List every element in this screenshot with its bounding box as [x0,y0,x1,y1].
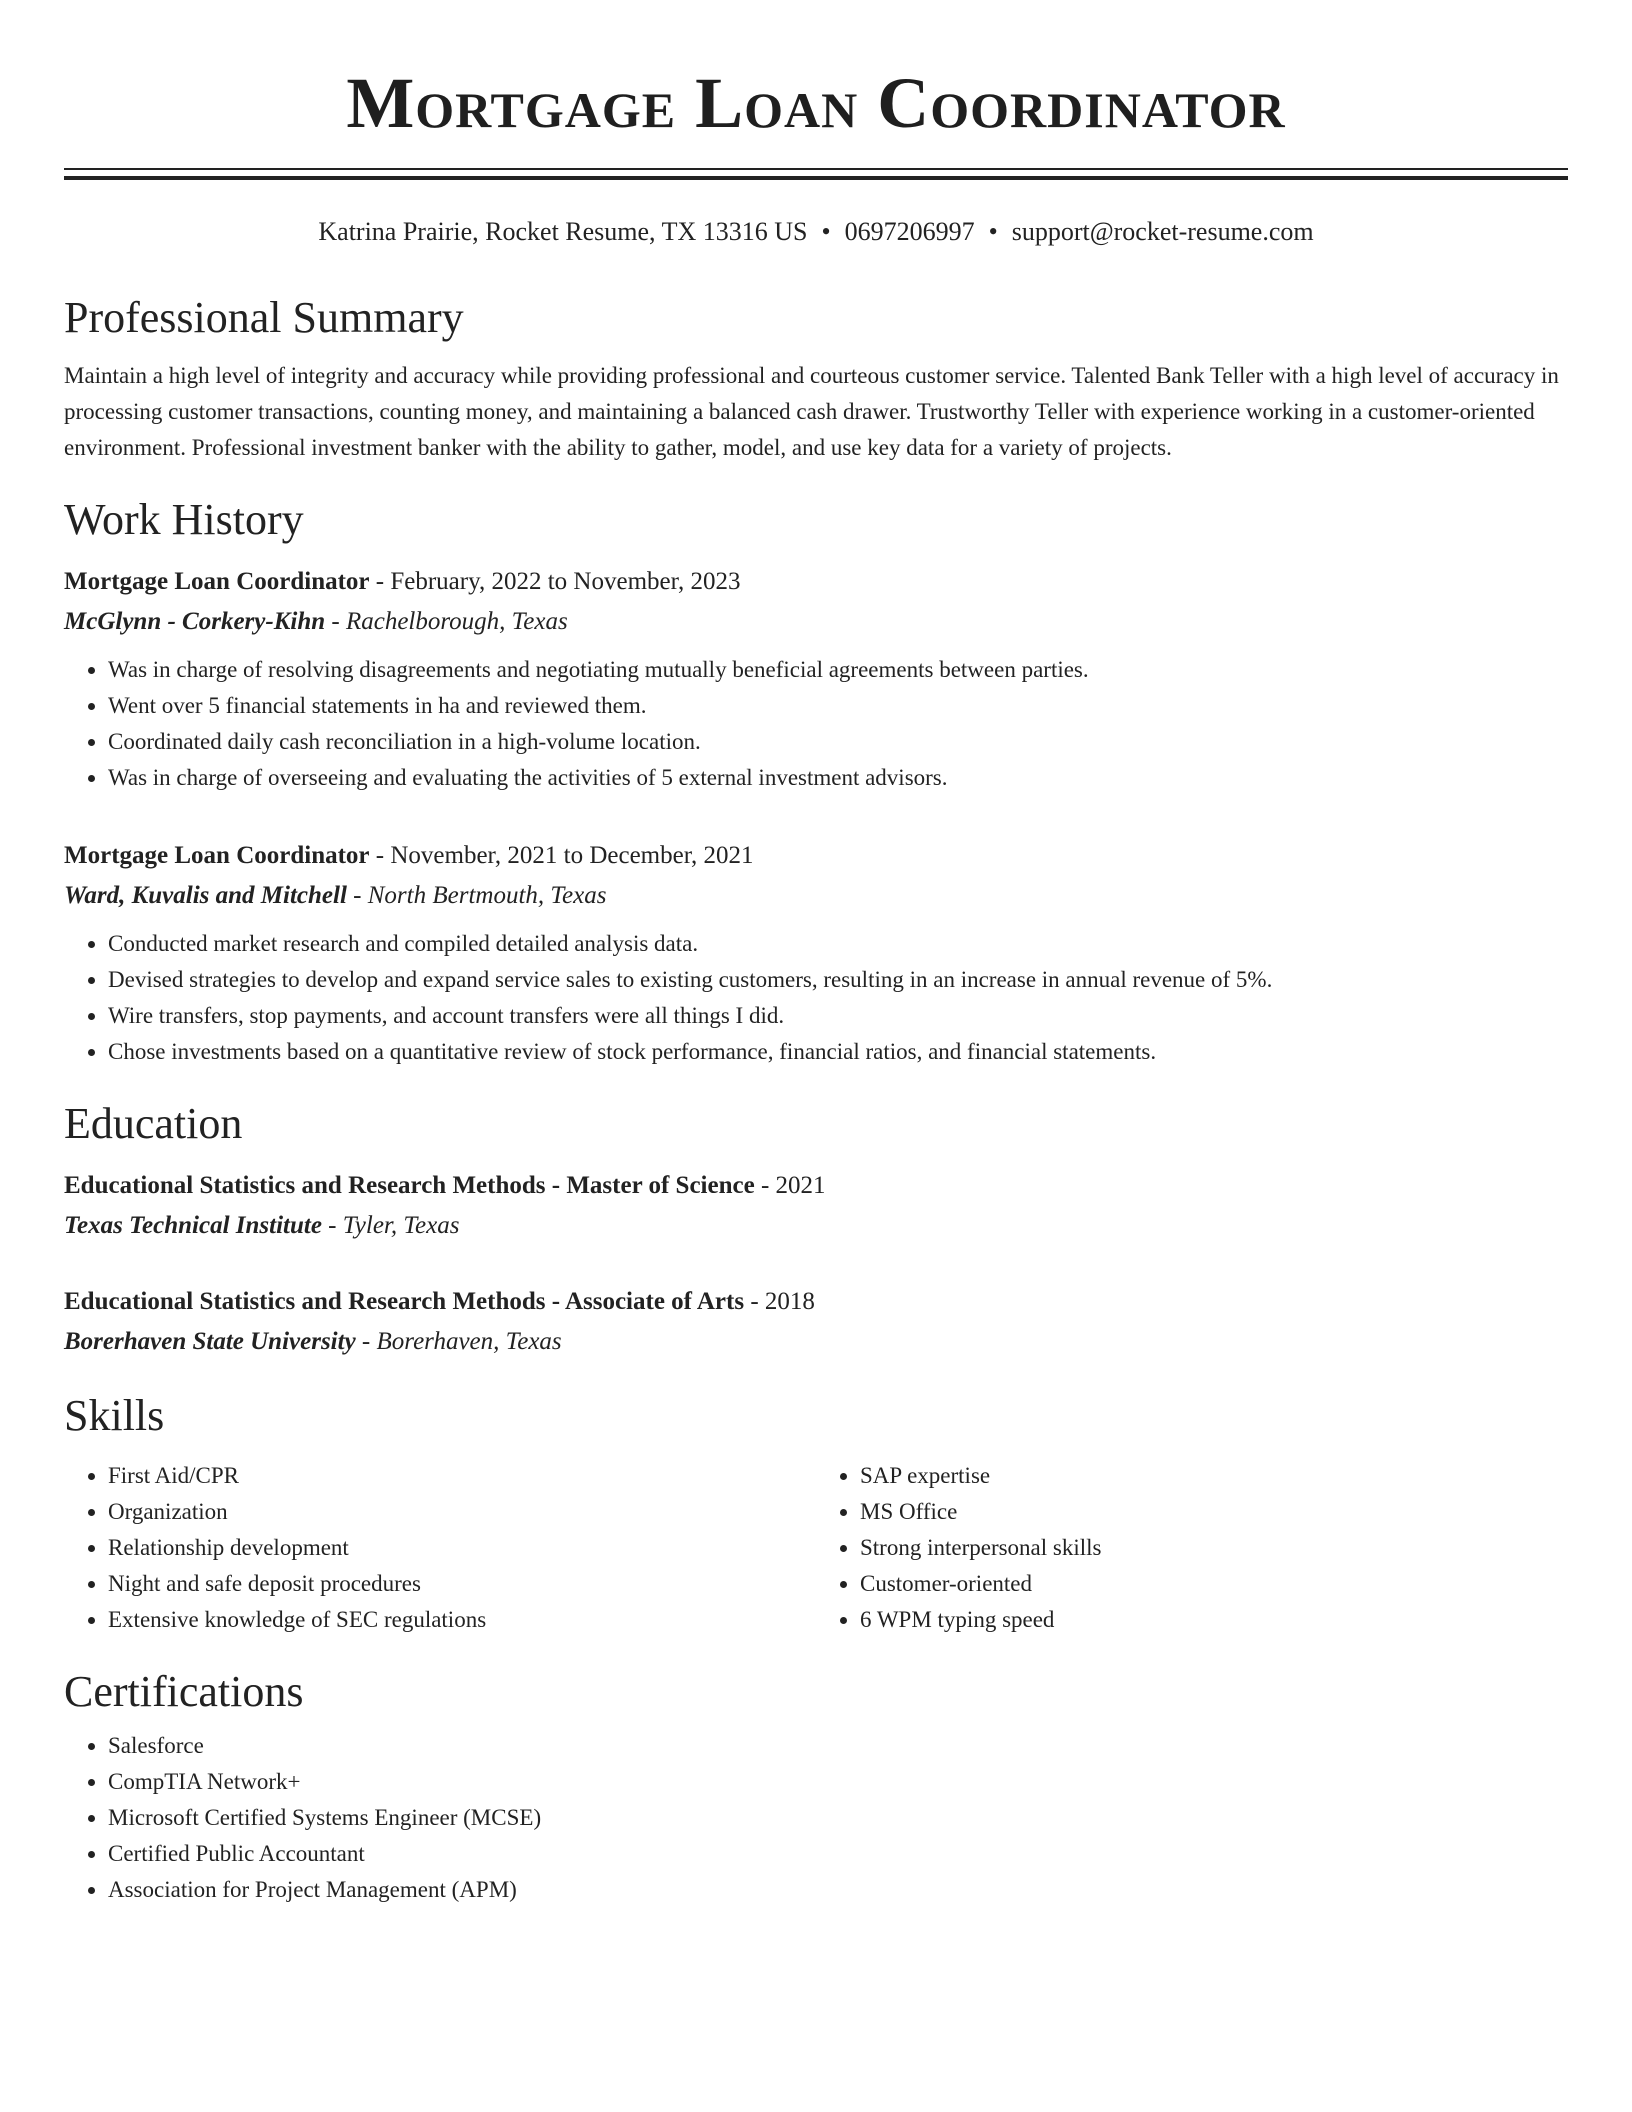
job-title: Mortgage Loan Coordinator [64,568,370,595]
resume-title: Mortgage Loan Coordinator [346,63,1286,143]
summary-heading: Professional Summary [64,293,464,342]
skills-list-right [816,1458,1568,1638]
list-item: • Extensive knowledge of SEC regulations [108,1602,816,1638]
list-item: • 6 WPM typing speed [860,1602,1568,1638]
education-entry [64,1282,1568,1362]
job-dates: - February, 2022 to November, 2023 [369,568,741,595]
job-location: - North Bertmouth, Texas [346,882,607,909]
title-divider [64,168,1568,180]
skills-heading: Skills [64,1391,165,1440]
list-item: • Went over 5 financial statements in ha and reviewed them. [108,688,1568,724]
list-item: • CompTIA Network+ [108,1764,1568,1800]
job-bullets [64,926,1568,1070]
degree-year: - 2021 [754,1172,826,1199]
list-item: • Conducted market research and compiled detailed analysis data. [108,926,1568,962]
list-item: • MS Office [860,1494,1568,1530]
contact-address: Katrina Prairie, Rocket Resume, TX 13316 US [318,217,808,246]
school-location: - Borerhaven, Texas [355,1328,562,1355]
education-entry [64,1166,1568,1246]
list-item: • Certified Public Accountant [108,1836,1568,1872]
contact-separator: • [821,217,831,246]
education-heading: Education [64,1099,243,1148]
contact-separator: • [988,217,998,246]
school-name: Texas Technical Institute [64,1212,322,1239]
list-item: • Wire transfers, stop payments, and account transfers were all things I did. [108,998,1568,1034]
skills-list-left [64,1458,816,1638]
list-item: • Relationship development [108,1530,816,1566]
certifications-list [64,1728,1568,1908]
list-item: • Night and safe deposit procedures [108,1566,816,1602]
list-item: • Customer-oriented [860,1566,1568,1602]
skills-columns [64,1458,1568,1638]
job-bullets [64,652,1568,796]
list-item: • Salesforce [108,1728,1568,1764]
list-item: • Organization [108,1494,816,1530]
list-item: • Association for Project Management (APM) [108,1872,1568,1908]
work-history-heading: Work History [64,495,304,544]
list-item: • Microsoft Certified Systems Engineer (MCSE) [108,1800,1568,1836]
summary-text: Maintain a high level of integrity and accuracy while providing professional and courteous customer service. Talented Bank Teller with a high level of accuracy in processing customer transactions, counting money, and maintaining a balanced cash drawer. Trustworthy Teller with experience working in a customer-oriented environment. Professional investment banker with the ability to gather, model, and use key data for a variety of projects. [64,363,1559,460]
list-item: • Was in charge of overseeing and evaluating the activities of 5 external investment advisors. [108,760,1568,796]
job-company: Ward, Kuvalis and Mitchell [64,882,347,909]
job-entry [64,836,1568,916]
contact-phone: 0697206997 [844,217,975,246]
school-name: Borerhaven State University [64,1328,356,1355]
list-item: • Chose investments based on a quantitative review of stock performance, financial ratios, and financial statements. [108,1034,1568,1070]
contact-line [64,216,1568,248]
degree-title: Educational Statistics and Research Methods - Master of Science [64,1172,755,1199]
degree-year: - 2018 [744,1288,815,1315]
list-item: • Coordinated daily cash reconciliation in a high-volume location. [108,724,1568,760]
list-item: • SAP expertise [860,1458,1568,1494]
job-dates: - November, 2021 to December, 2021 [369,842,754,869]
job-company: McGlynn - Corkery-Kihn [64,608,326,635]
list-item: • Strong interpersonal skills [860,1530,1568,1566]
list-item: • Was in charge of resolving disagreements and negotiating mutually beneficial agreements between parties. [108,652,1568,688]
school-location: - Tyler, Texas [321,1212,460,1239]
contact-email: support@rocket-resume.com [1011,217,1314,246]
job-location: - Rachelborough, Texas [325,608,568,635]
degree-title: Educational Statistics and Research Methods - Associate of Arts [64,1288,745,1315]
list-item: • First Aid/CPR [108,1458,816,1494]
job-entry [64,562,1568,642]
certifications-heading: Certifications [64,1667,304,1716]
list-item: • Devised strategies to develop and expand service sales to existing customers, resulting in an increase in annual revenue of 5%. [108,962,1568,998]
job-title: Mortgage Loan Coordinator [64,842,370,869]
